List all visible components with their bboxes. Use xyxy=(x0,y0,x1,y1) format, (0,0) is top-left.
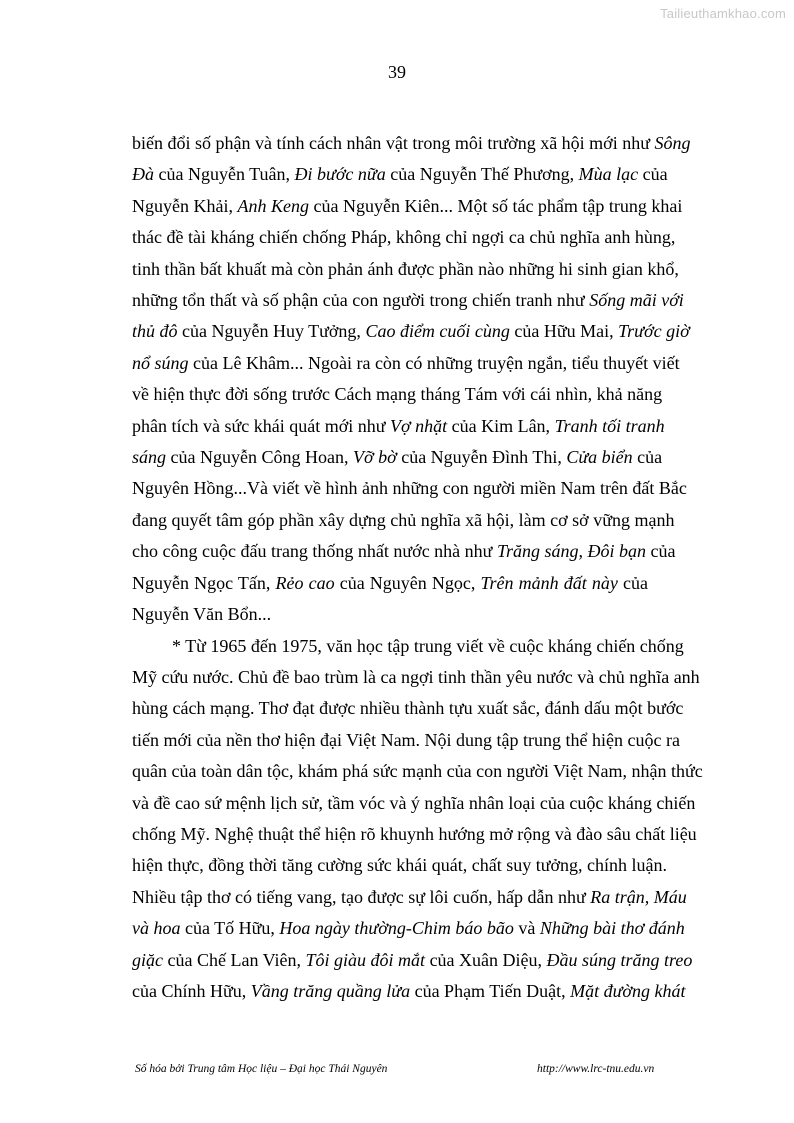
text-line xyxy=(132,442,663,473)
text-run: của Xuân Diệu, xyxy=(425,949,547,970)
text-run: tiến mới của nền thơ hiện đại Việt Nam. Nội dung tập trung thể hiện cuộc ra xyxy=(132,729,680,750)
italic-title: Rẻo cao xyxy=(275,572,335,593)
text-line xyxy=(132,976,686,1007)
italic-title: Sông xyxy=(654,133,691,153)
text-line xyxy=(132,913,685,944)
italic-title: giặc xyxy=(132,949,163,970)
watermark: Tailieuthamkhao.com xyxy=(660,6,786,21)
text-run: của xyxy=(632,447,663,468)
text-line xyxy=(132,191,683,222)
text-line xyxy=(132,725,680,756)
page-number: 39 xyxy=(388,62,406,82)
text-run: của Nguyễn Kiên... Một số tác phẩm tập trung khai xyxy=(308,195,683,216)
text-run: của Lê Khâm... Ngoài ra còn có những truyện ngắn, tiểu thuyết viết xyxy=(188,352,680,373)
text-run: của xyxy=(617,572,648,593)
text-line xyxy=(132,882,687,913)
italic-title: Mặt đường khát xyxy=(570,980,686,1001)
italic-title: Vầng trăng quầng lửa xyxy=(250,980,411,1001)
text-run: đang quyết tâm góp phần xây dựng chủ nghĩa xã hội, làm cơ sở vững mạnh xyxy=(132,509,675,530)
italic-title: Cao điểm cuối cùng xyxy=(365,321,510,342)
text-run: biến đổi số phận và tính cách nhân vật trong môi trường xã hội mới như xyxy=(132,133,655,153)
text-run: về hiện thực đời sống trước Cách mạng tháng Tám với cái nhìn, khả năng xyxy=(132,384,663,405)
text-run: những tổn thất và số phận của con người trong chiến tranh như xyxy=(132,290,590,311)
text-run: của Nguyên Ngọc, xyxy=(334,572,481,593)
italic-title: Anh Keng xyxy=(237,195,309,216)
text-line xyxy=(132,568,648,599)
text-line xyxy=(132,411,665,442)
italic-title: Đầu súng trăng treo xyxy=(546,949,693,970)
italic-title: Những bài thơ đánh xyxy=(539,918,685,939)
italic-title: Mùa lạc xyxy=(578,164,639,185)
text-line xyxy=(132,222,676,253)
text-run: của Nguyễn Công Hoan, xyxy=(166,447,353,468)
italic-title: Vợ nhặt xyxy=(389,415,448,436)
italic-title: Trên mảnh đất này xyxy=(480,572,618,593)
text-run: của Tố Hữu, xyxy=(180,918,280,939)
text-line xyxy=(132,159,668,190)
footer-url[interactable]: http://www.lrc-tnu.edu.vn xyxy=(537,1063,655,1075)
text-run: của Chính Hữu, xyxy=(132,980,251,1001)
italic-title: Sống mãi với xyxy=(589,290,684,311)
text-run: của xyxy=(638,164,668,185)
italic-title: sáng xyxy=(132,447,167,468)
text-run: của Nguyễn Tuân, xyxy=(154,164,295,185)
text-run: của Chế Lan Viên, xyxy=(163,949,306,970)
text-line xyxy=(132,254,679,285)
text-line xyxy=(132,505,675,536)
text-run: của Nguyễn Huy Tưởng, xyxy=(177,321,366,342)
italic-title: Trước giờ xyxy=(618,321,690,342)
text-line xyxy=(132,536,676,567)
italic-title: thủ đô xyxy=(132,321,178,342)
text-line xyxy=(132,348,680,379)
italic-title: Vỡ bờ xyxy=(352,447,397,468)
text-line xyxy=(132,945,693,976)
text-run: quân của toàn dân tộc, khám phá sức mạnh của con người Việt Nam, nhận thức xyxy=(132,761,703,782)
text-run: của Nguyễn Thế Phương, xyxy=(385,164,579,185)
italic-title: Tôi giàu đôi mắt xyxy=(305,949,426,970)
text-run: Nguyên Hồng...Và viết về hình ảnh những con người miền Nam trên đất Bắc xyxy=(132,478,687,499)
body-text xyxy=(132,128,703,1007)
text-line xyxy=(132,473,687,504)
text-run: tinh thần bất khuất mà còn phản ánh được phần nào những hi sinh gian khổ, xyxy=(132,258,679,279)
text-line xyxy=(132,599,648,630)
text-run: và đề cao sứ mệnh lịch sử, tầm vóc và ý nghĩa nhân loại của cuộc kháng chiến xyxy=(132,792,696,813)
text-line xyxy=(132,756,703,787)
text-run: Nhiều tập thơ có tiếng vang, tạo được sự lôi cuốn, hấp dẫn như xyxy=(132,886,591,907)
text-line xyxy=(132,850,667,881)
text-line xyxy=(132,128,691,159)
text-run: Nguyễn Khải, xyxy=(132,195,238,216)
text-run: của Phạm Tiến Duật, xyxy=(410,980,571,1001)
italic-title: Đi bước nữa xyxy=(294,164,386,185)
footer-source: Số hóa bởi Trung tâm Học liệu – Đại học Thái Nguyên xyxy=(135,1063,388,1075)
text-run: Nguyễn Văn Bổn... xyxy=(132,604,272,625)
italic-title: nổ súng xyxy=(132,352,189,373)
text-run: cho công cuộc đấu trang thống nhất nước nhà như xyxy=(132,541,497,562)
text-run: của xyxy=(645,541,676,562)
text-run: của Kim Lân, xyxy=(447,415,555,436)
text-line xyxy=(132,379,663,410)
italic-title: và hoa xyxy=(132,918,181,939)
text-line xyxy=(132,662,700,693)
text-run: hiện thực, đồng thời tăng cường sức khái quát, chất suy tưởng, chính luận. xyxy=(132,855,667,876)
text-run: Mỹ cứu nước. Chủ đề bao trùm là ca ngợi tinh thần yêu nước và chủ nghĩa anh xyxy=(132,666,700,687)
text-run: của Nguyễn Đình Thi, xyxy=(396,447,567,468)
text-run: của Hữu Mai, xyxy=(509,321,619,342)
text-run: Nguyễn Ngọc Tấn, xyxy=(132,572,276,593)
text-line xyxy=(132,819,697,850)
text-line xyxy=(132,285,684,316)
italic-title: Hoa ngày thường-Chim báo bão xyxy=(279,918,514,939)
italic-title: Tranh tối tranh xyxy=(554,415,665,436)
text-line xyxy=(132,693,684,724)
italic-title: Cửa biển xyxy=(566,447,633,468)
text-line xyxy=(132,788,696,819)
text-run: phân tích và sức khái quát mới như xyxy=(132,415,390,436)
text-line xyxy=(132,631,684,662)
italic-title: Ra trận, Máu xyxy=(590,886,687,907)
text-run: chống Mỹ. Nghệ thuật thể hiện rõ khuynh hướng mở rộng và đào sâu chất liệu xyxy=(132,823,697,844)
text-line xyxy=(132,316,690,347)
text-run: hùng cách mạng. Thơ đạt được nhiều thành tựu xuất sắc, đánh dấu một bước xyxy=(132,698,684,719)
text-run: và xyxy=(513,918,540,939)
italic-title: Trăng sáng, Đôi bạn xyxy=(496,541,646,562)
text-run: thác đề tài kháng chiến chống Pháp, không chỉ ngợi ca chủ nghĩa anh hùng, xyxy=(132,227,676,248)
text-run: * Từ 1965 đến 1975, văn học tập trung viết về cuộc kháng chiến chống xyxy=(172,635,684,656)
italic-title: Đà xyxy=(132,164,154,185)
